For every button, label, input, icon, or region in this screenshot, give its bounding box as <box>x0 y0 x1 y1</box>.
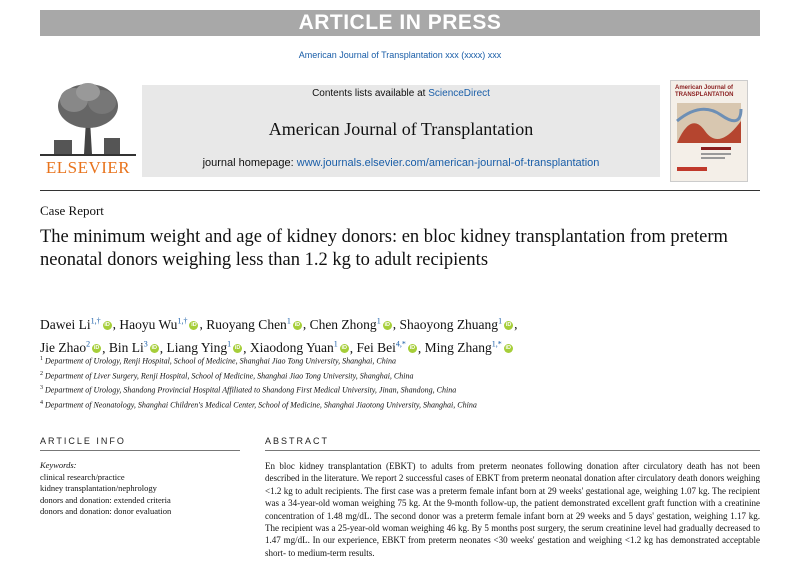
elsevier-logo[interactable] <box>40 80 136 180</box>
orcid-icon[interactable]: iD <box>409 345 416 352</box>
author-affiliation-marker[interactable]: 1,† <box>177 316 188 325</box>
author-affiliation-marker[interactable]: 2 <box>86 339 91 349</box>
keywords-block <box>40 460 240 518</box>
orcid-icon[interactable]: iD <box>151 345 158 352</box>
contents-prefix: Contents lists available at <box>312 88 429 99</box>
sciencedirect-link[interactable]: ScienceDirect <box>428 88 490 99</box>
orcid-icon[interactable]: iD <box>191 321 197 328</box>
abstract-rule <box>265 450 760 451</box>
abstract-heading: ABSTRACT <box>265 436 330 446</box>
author[interactable] <box>310 317 393 332</box>
journal-reference[interactable]: American Journal of Transplantation xxx (xxxx) xxx <box>298 50 502 60</box>
elsevier-wordmark: ELSEVIER <box>45 158 131 177</box>
homepage-link[interactable]: www.journals.elsevier.com/american-journal-of-transplantation <box>296 157 600 169</box>
affiliation-number: 3 <box>40 385 43 392</box>
affiliation-item <box>40 382 760 397</box>
author-name: Chen Zhong <box>309 316 377 332</box>
keyword-item[interactable]: clinical research/practice <box>40 471 125 482</box>
cover-title: American Journal of TRANSPLANTATION <box>675 85 734 98</box>
author-name: Bin Li <box>108 340 144 355</box>
affiliation-item <box>40 397 760 412</box>
author-affiliation-marker[interactable]: 1,† <box>90 316 101 325</box>
author-affiliation-marker[interactable]: 4,* <box>395 339 406 349</box>
author[interactable] <box>40 317 113 332</box>
keywords-label: Keywords: <box>40 460 77 470</box>
orcid-icon[interactable]: iD <box>93 345 100 352</box>
orcid-icon[interactable]: iD <box>384 321 390 328</box>
author[interactable] <box>119 317 199 332</box>
author-affiliation-marker[interactable]: 1 <box>376 316 381 325</box>
orcid-icon[interactable]: iD <box>505 345 512 352</box>
author-name: Fei Bei <box>356 340 396 355</box>
author-name: Ruoyang Chen <box>206 316 287 332</box>
author-affiliation-marker[interactable]: 1,* <box>491 339 502 349</box>
orcid-icon[interactable]: iD <box>234 345 241 352</box>
article-in-press-banner: ARTICLE IN PRESS <box>40 10 760 36</box>
author-name: Ming Zhang <box>424 340 492 355</box>
affiliation-text: Department of Urology, Renji Hospital, School of Medicine, Shanghai Jiao Tong University, Shanghai, China <box>45 356 396 366</box>
author-affiliation-marker[interactable]: 1 <box>286 316 291 325</box>
journal-cover-image[interactable] <box>670 80 748 182</box>
orcid-icon[interactable]: iD <box>104 321 110 328</box>
affiliation-number: 2 <box>40 370 43 377</box>
affiliation-text: Department of Urology, Shandong Provincial Hospital Affiliated to Shandong First Medical University, Jinan, Shandong, China <box>45 385 457 395</box>
author-affiliation-marker[interactable]: 1 <box>333 339 338 349</box>
article-title: The minimum weight and age of kidney donors: en bloc kidney transplantation from preterm neonatal donors weighing less than 1.2 kg to adult recipients <box>40 227 728 270</box>
affiliation-item <box>40 353 760 368</box>
author-list: Dawei $Li^{1,\dagger}$ iD , Haoyu $Wu^{1,\dagger}$ iD , Ruoyang Chen$^1$ iD , Chen Zhong$^1$ iD , Shaoyong Zhuang$^1$ iD , Jie Zhao$^2$ iD , Bin Li$^3$ iD , Liang Ying$^1$ iD , Xiaodong Yuan$^1$ iD , Fei Bei$^{4,*}$ iD , Ming Zhang$^{1,*}$ iD <box>40 316 518 355</box>
affiliation-number: 4 <box>40 399 43 406</box>
article-type: Case Report <box>40 203 104 218</box>
author-name: Shaoyong Zhuang <box>399 316 499 332</box>
journal-banner <box>40 80 760 180</box>
author-name: Dawei Li <box>40 316 91 332</box>
author-name: Haoyu Wu <box>119 316 178 332</box>
contents-line <box>142 88 660 99</box>
orcid-icon[interactable]: iD <box>341 345 348 352</box>
header-divider <box>40 190 760 191</box>
author-affiliation-marker[interactable]: 3 <box>143 339 148 349</box>
elsevier-tree-icon <box>40 80 136 158</box>
article-info-heading: ARTICLE INFO <box>40 436 126 446</box>
affiliation-item <box>40 368 760 383</box>
author-name: Xiaodong Yuan <box>249 340 334 355</box>
keyword-item[interactable]: donors and donation: extended criteria <box>40 494 171 505</box>
author-affiliation-marker[interactable]: 1 <box>498 316 503 325</box>
author-name: Jie Zhao <box>40 340 87 355</box>
affiliation-number: 1 <box>40 356 43 362</box>
homepage-line <box>142 157 660 169</box>
author-name: Liang Ying <box>166 340 228 355</box>
affiliation-text: Department of Liver Surgery, Renji Hospital, School of Medicine, Shanghai Jiao Tong University, Shanghai, China <box>45 371 414 381</box>
cover-art-icon <box>671 81 747 181</box>
author[interactable] <box>206 317 303 332</box>
orcid-icon[interactable]: iD <box>505 321 512 328</box>
journal-info-box <box>142 85 660 177</box>
affiliation-text: Department of Neonatology, Shanghai Children's Medical Center, School of Medicine, Shanghai Jiaotong University, Shanghai, China <box>45 400 477 410</box>
author[interactable] <box>399 317 514 332</box>
keyword-item[interactable]: kidney transplantation/nephrology <box>40 483 157 493</box>
author-affiliation-marker[interactable]: 1 <box>227 339 232 349</box>
abstract-text: En bloc kidney transplantation (EBKT) to adults from preterm neonates following donation after circulatory death has not been described in the literature. We report 2 successful cases of EBKT from preterm neonatal donation after circulatory death donors weighing <1.2 kg to adult recipients. The first case was a preterm female infant born at 29 weeks' gestational age, weighing 1.07 kg. The recipient was a 34-year-old woman weighing 75 kg. At the 9-month follow-up, the patient demonstrated excellent graft function with a creatinine concentration of 1.48 mg/dL. The second donor was a preterm female infant born at 29 weeks and 5 days' gestation, weighing 1.17 kg. The recipient was a 25-year-old woman weighing 46 kg. By 5 months post surgery, the serum creatinine level had gradually decreased to 1.47 mg/dL. In our experience, EBKT from preterm neonates <30 weeks' gestation and weighing <1.2 kg has demonstrated acceptable short- to medium-term results. <box>265 461 760 558</box>
keyword-item[interactable]: donors and donation: donor evaluation <box>40 506 172 516</box>
affiliation-list <box>40 353 760 412</box>
orcid-icon[interactable]: iD <box>294 321 301 328</box>
journal-title: American Journal of Transplantation <box>268 119 534 139</box>
homepage-prefix: journal homepage: <box>202 157 297 169</box>
article-info-rule <box>40 450 240 451</box>
